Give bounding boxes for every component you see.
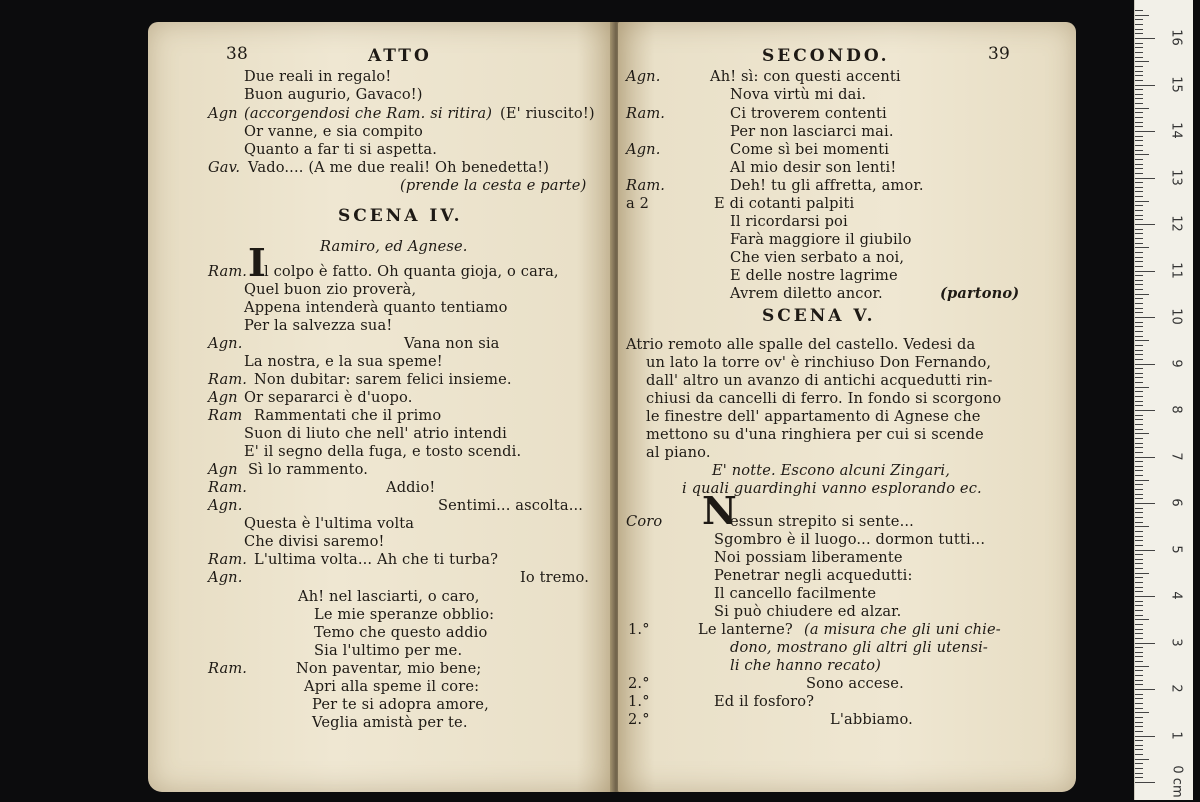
text-line: Che vien serbato a noi, bbox=[730, 249, 905, 266]
ruler-tick bbox=[1135, 698, 1143, 699]
ruler-label: 14 bbox=[1168, 122, 1184, 139]
ruler-tick bbox=[1135, 275, 1143, 276]
text-line: Che divisi saremo! bbox=[244, 533, 385, 550]
speaker: 2.° bbox=[628, 675, 650, 692]
text-line: Penetrar negli acquedutti: bbox=[714, 567, 913, 584]
ruler-tick bbox=[1135, 475, 1143, 476]
text-line: Le mie speranze obblio: bbox=[314, 606, 495, 623]
speaker: Ram. bbox=[208, 551, 248, 568]
ruler-tick bbox=[1135, 182, 1143, 183]
ruler-tick bbox=[1135, 52, 1143, 53]
ruler-tick bbox=[1135, 331, 1143, 332]
ruler-tick bbox=[1135, 312, 1143, 313]
ruler-tick bbox=[1135, 103, 1143, 104]
ruler-tick bbox=[1135, 24, 1143, 25]
ruler-tick bbox=[1135, 517, 1143, 518]
ruler-tick bbox=[1135, 164, 1143, 165]
ruler-tick bbox=[1135, 768, 1143, 769]
ruler-label: 5 bbox=[1168, 544, 1184, 554]
ruler-tick bbox=[1135, 457, 1155, 458]
ruler-tick bbox=[1135, 447, 1143, 448]
ruler-tick bbox=[1135, 554, 1143, 555]
stage-direction: li che hanno recato) bbox=[730, 657, 881, 674]
speaker: Agn. bbox=[626, 141, 661, 158]
speaker: Agn. bbox=[626, 68, 661, 85]
ruler-tick bbox=[1135, 745, 1143, 746]
ruler-tick bbox=[1135, 540, 1143, 541]
ruler-label: 12 bbox=[1168, 215, 1184, 232]
ruler-tick bbox=[1135, 336, 1143, 337]
ruler-tick bbox=[1135, 694, 1143, 695]
ruler-tick bbox=[1135, 368, 1143, 369]
scene-description-line: dall' altro un avanzo di antichi acquedutti rin- bbox=[646, 372, 993, 389]
ruler-label: 13 bbox=[1168, 168, 1184, 186]
ruler-tick bbox=[1135, 419, 1143, 420]
ruler-tick bbox=[1135, 47, 1143, 48]
ruler-tick bbox=[1135, 424, 1143, 425]
ruler-tick bbox=[1135, 294, 1149, 295]
text-line: Il ricordarsi poi bbox=[730, 213, 848, 230]
ruler-tick bbox=[1135, 210, 1143, 211]
text-line: Noi possiam liberamente bbox=[714, 549, 903, 566]
stage-direction: E' notte. Escono alcuni Zingari, bbox=[712, 462, 951, 479]
scene-description-line: al piano. bbox=[646, 444, 711, 461]
text-line: Addio! bbox=[386, 479, 436, 496]
ruler-tick bbox=[1135, 452, 1143, 453]
ruler-label: 6 bbox=[1168, 498, 1184, 507]
ruler-tick bbox=[1135, 759, 1149, 760]
ruler-tick bbox=[1135, 489, 1143, 490]
ruler-tick bbox=[1135, 550, 1155, 551]
ruler-tick bbox=[1135, 298, 1143, 299]
ruler-tick bbox=[1135, 443, 1143, 444]
ruler-tick bbox=[1135, 415, 1143, 416]
ruler-tick bbox=[1135, 749, 1143, 750]
scene-heading: SCENA V. bbox=[762, 306, 876, 326]
ruler-tick bbox=[1135, 763, 1143, 764]
open-book bbox=[148, 22, 1076, 792]
ruler-tick bbox=[1135, 638, 1143, 639]
text-line: Le lanterne? bbox=[698, 621, 793, 638]
speaker: Agn bbox=[208, 105, 238, 122]
text-line: Non dubitar: sarem felici insieme. bbox=[254, 371, 512, 388]
ruler-tick bbox=[1135, 229, 1143, 230]
ruler-tick bbox=[1135, 498, 1143, 499]
ruler-tick bbox=[1135, 19, 1143, 20]
ruler-tick bbox=[1135, 670, 1143, 671]
text-line: Non paventar, mio bene; bbox=[296, 660, 482, 677]
ruler-tick bbox=[1135, 271, 1155, 272]
ruler-tick bbox=[1135, 191, 1143, 192]
ruler-label: 11 bbox=[1168, 261, 1184, 279]
ruler-tick bbox=[1135, 680, 1143, 681]
text-line: Per non lasciarci mai. bbox=[730, 123, 894, 140]
ruler-tick bbox=[1135, 131, 1155, 132]
ruler-tick bbox=[1135, 531, 1143, 532]
stage-direction: i quali guardinghi vanno esplorando ec. bbox=[682, 480, 982, 497]
ruler-tick bbox=[1135, 396, 1143, 397]
ruler-tick bbox=[1135, 387, 1149, 388]
ruler-tick bbox=[1135, 140, 1143, 141]
ruler-tick bbox=[1135, 629, 1143, 630]
ruler-tick bbox=[1135, 38, 1155, 39]
text-line: Suon di liuto che nell' atrio intendi bbox=[244, 425, 507, 442]
ruler-tick bbox=[1135, 289, 1143, 290]
ruler-tick bbox=[1135, 168, 1143, 169]
text-line: Or vanne, e sia compito bbox=[244, 123, 423, 140]
ruler-tick bbox=[1135, 150, 1143, 151]
speaker: Ram. bbox=[626, 177, 666, 194]
speaker: Agn bbox=[208, 461, 238, 478]
ruler-label: 9 bbox=[1168, 358, 1184, 368]
scene-heading: SCENA IV. bbox=[338, 206, 463, 226]
ruler-tick bbox=[1135, 652, 1143, 653]
stage-direction: (a misura che gli uni chie- bbox=[804, 621, 1001, 638]
text-line: Quel buon zio proverà, bbox=[244, 281, 417, 298]
ruler-tick bbox=[1135, 66, 1143, 67]
text-line: Veglia amistà per te. bbox=[312, 714, 468, 731]
ruler-tick bbox=[1135, 201, 1149, 202]
ruler-tick bbox=[1135, 173, 1143, 174]
ruler-tick bbox=[1135, 326, 1143, 327]
scene-description-line: mettono su d'una ringhiera per cui si scende bbox=[646, 426, 984, 443]
text-line: Farà maggiore il giubilo bbox=[730, 231, 912, 248]
text-line: Rammentati che il primo bbox=[254, 407, 442, 424]
ruler-tick bbox=[1135, 364, 1155, 365]
ruler-tick bbox=[1135, 126, 1143, 127]
speaker: Gav. bbox=[208, 159, 241, 176]
text-line: Nova virtù mi dai. bbox=[730, 86, 867, 103]
ruler-tick bbox=[1135, 526, 1149, 527]
text-line: E delle nostre lagrime bbox=[730, 267, 898, 284]
ruler-tick bbox=[1135, 438, 1143, 439]
text-line: essun strepito si sente... bbox=[730, 513, 914, 530]
speaker: Agn bbox=[208, 389, 238, 406]
ruler-tick bbox=[1135, 377, 1143, 378]
text-line: Temo che questo addio bbox=[314, 624, 488, 641]
ruler-tick bbox=[1135, 522, 1143, 523]
ruler-tick bbox=[1135, 708, 1143, 709]
speaker: 2.° bbox=[628, 711, 650, 728]
speaker: Ram. bbox=[626, 105, 666, 122]
ruler-tick bbox=[1135, 187, 1143, 188]
ruler-tick bbox=[1135, 233, 1143, 234]
ruler-tick bbox=[1135, 75, 1143, 76]
ruler-tick bbox=[1135, 112, 1143, 113]
ruler-tick bbox=[1135, 145, 1143, 146]
scene-description-line: le finestre dell' appartamento di Agnese che bbox=[646, 408, 981, 425]
ruler-tick bbox=[1135, 373, 1143, 374]
page-number: 39 bbox=[988, 44, 1010, 64]
ruler-tick bbox=[1135, 643, 1155, 644]
ruler-label: 3 bbox=[1168, 637, 1184, 647]
speaker: 1.° bbox=[628, 693, 650, 710]
ruler-tick bbox=[1135, 410, 1155, 411]
text-line: Il cancello facilmente bbox=[714, 585, 877, 602]
ruler-tick bbox=[1135, 605, 1143, 606]
ruler-tick bbox=[1135, 559, 1143, 560]
text-line: l colpo è fatto. Oh quanta gioja, o cara, bbox=[264, 263, 559, 280]
ruler-tick bbox=[1135, 243, 1143, 244]
ruler-tick bbox=[1135, 122, 1143, 123]
text-line: Al mio desir son lenti! bbox=[730, 159, 897, 176]
ruler-label: 4 bbox=[1168, 591, 1184, 600]
stage-direction: (accorgendosi che Ram. si ritira) bbox=[244, 105, 493, 122]
ruler-tick bbox=[1135, 717, 1143, 718]
ruler-tick bbox=[1135, 322, 1143, 323]
ruler-tick bbox=[1135, 80, 1143, 81]
ruler-tick bbox=[1135, 71, 1143, 72]
ruler-tick bbox=[1135, 675, 1143, 676]
ruler-tick bbox=[1135, 480, 1149, 481]
ruler-tick bbox=[1135, 433, 1149, 434]
text-line: Buon augurio, Gavaco!) bbox=[244, 86, 423, 103]
ruler-tick bbox=[1135, 647, 1143, 648]
speaker: Agn. bbox=[208, 335, 243, 352]
text-line: E di cotanti palpiti bbox=[714, 195, 855, 212]
text-line: Apri alla speme il core: bbox=[304, 678, 480, 695]
ruler-tick bbox=[1135, 345, 1143, 346]
measuring-ruler bbox=[1134, 0, 1193, 800]
ruler-tick bbox=[1135, 284, 1143, 285]
ruler-tick bbox=[1135, 536, 1143, 537]
ruler-tick bbox=[1135, 178, 1155, 179]
speaker: Ram. bbox=[208, 479, 248, 496]
ruler-tick bbox=[1135, 238, 1143, 239]
ruler-tick bbox=[1135, 508, 1143, 509]
ruler-label: 1 bbox=[1168, 730, 1184, 740]
ruler-label: 2 bbox=[1168, 684, 1184, 693]
ruler-tick bbox=[1135, 224, 1155, 225]
ruler-tick bbox=[1135, 354, 1143, 355]
text-line: Per te si adopra amore, bbox=[312, 696, 489, 713]
ruler-tick bbox=[1135, 661, 1143, 662]
ruler-tick bbox=[1135, 615, 1143, 616]
ruler-tick bbox=[1135, 350, 1143, 351]
ruler-tick bbox=[1135, 317, 1155, 318]
stage-direction: (partono) bbox=[940, 285, 1020, 302]
speaker: Agn. bbox=[208, 569, 243, 586]
ruler-tick bbox=[1135, 405, 1143, 406]
ruler-tick bbox=[1135, 573, 1149, 574]
ruler-tick bbox=[1135, 726, 1143, 727]
ruler-tick bbox=[1135, 215, 1143, 216]
ruler-tick bbox=[1135, 108, 1149, 109]
ruler-tick bbox=[1135, 261, 1143, 262]
ruler-tick bbox=[1135, 684, 1143, 685]
ruler-tick bbox=[1135, 159, 1143, 160]
ruler-tick bbox=[1135, 610, 1143, 611]
ruler-tick bbox=[1135, 154, 1149, 155]
ruler-tick bbox=[1135, 117, 1143, 118]
ruler-tick bbox=[1135, 257, 1143, 258]
text-line: Quanto a far ti si aspetta. bbox=[244, 141, 438, 158]
left-page bbox=[148, 22, 614, 792]
text-line: (E' riuscito!) bbox=[500, 105, 595, 122]
ruler-tick bbox=[1135, 136, 1143, 137]
scene-description-line: un lato la torre ov' è rinchiuso Don Fernando, bbox=[646, 354, 992, 371]
ruler-tick bbox=[1135, 494, 1143, 495]
ruler-tick bbox=[1135, 731, 1143, 732]
ruler-tick bbox=[1135, 703, 1143, 704]
ruler-tick bbox=[1135, 666, 1149, 667]
ruler-tick bbox=[1135, 33, 1143, 34]
ruler-tick bbox=[1135, 740, 1143, 741]
ruler-tick bbox=[1135, 308, 1143, 309]
ruler-label: 15 bbox=[1168, 75, 1184, 93]
ruler-tick bbox=[1135, 773, 1143, 774]
ruler-tick bbox=[1135, 359, 1143, 360]
ruler-tick bbox=[1135, 391, 1143, 392]
text-line: Ah! sì: con questi accenti bbox=[710, 68, 901, 85]
ruler-tick bbox=[1135, 280, 1143, 281]
drop-cap: I bbox=[248, 240, 266, 285]
ruler-tick bbox=[1135, 596, 1155, 597]
ruler-label: 16 bbox=[1168, 29, 1184, 46]
ruler-tick bbox=[1135, 736, 1155, 737]
ruler-tick bbox=[1135, 577, 1143, 578]
stage-direction: dono, mostrano gli altri gli utensi- bbox=[730, 639, 989, 656]
ruler-tick bbox=[1135, 94, 1143, 95]
speaker: a 2 bbox=[626, 195, 650, 212]
ruler-tick bbox=[1135, 340, 1149, 341]
ruler-tick bbox=[1135, 503, 1155, 504]
ruler-tick bbox=[1135, 689, 1155, 690]
text-line: Ci troverem contenti bbox=[730, 105, 887, 122]
speaker: Ram. bbox=[208, 263, 248, 280]
right-page bbox=[618, 22, 1076, 792]
text-line: Ed il fosforo? bbox=[714, 693, 815, 710]
text-line: Vana non sia bbox=[404, 335, 500, 352]
text-line: Sgombro è il luogo... dormon tutti... bbox=[714, 531, 986, 548]
ruler-tick bbox=[1135, 624, 1143, 625]
text-line: Questa è l'ultima volta bbox=[244, 515, 415, 532]
speaker: Agn. bbox=[208, 497, 243, 514]
text-line: Avrem diletto ancor. bbox=[730, 285, 883, 302]
ruler-tick bbox=[1135, 563, 1143, 564]
scene-description-line: Atrio remoto alle spalle del castello. Vedesi da bbox=[626, 336, 976, 353]
ruler-tick bbox=[1135, 712, 1149, 713]
ruler-tick bbox=[1135, 43, 1143, 44]
ruler-tick bbox=[1135, 591, 1143, 592]
text-line: Deh! tu gli affretta, amor. bbox=[730, 177, 924, 194]
ruler-tick bbox=[1135, 466, 1143, 467]
speaker: Ram. bbox=[208, 371, 248, 388]
ruler-tick bbox=[1135, 10, 1143, 11]
ruler-tick bbox=[1135, 57, 1143, 58]
text-line: La nostra, e la sua speme! bbox=[244, 353, 443, 370]
ruler-tick bbox=[1135, 219, 1143, 220]
ruler-label: 10 bbox=[1168, 308, 1184, 325]
ruler-tick bbox=[1135, 247, 1149, 248]
ruler-tick bbox=[1135, 619, 1149, 620]
text-line: Per la salvezza sua! bbox=[244, 317, 393, 334]
stage-direction: (prende la cesta e parte) bbox=[400, 177, 587, 194]
text-line: Sì lo rammento. bbox=[248, 461, 369, 478]
ruler-tick bbox=[1135, 196, 1143, 197]
ruler-tick bbox=[1135, 484, 1143, 485]
ruler-tick bbox=[1135, 382, 1143, 383]
text-line: Vado.... (A me due reali! Oh benedetta!) bbox=[248, 159, 550, 176]
ruler-tick bbox=[1135, 85, 1155, 86]
scene-description-line: chiusi da cancelli di ferro. In fondo si scorgono bbox=[646, 390, 1002, 407]
ruler-label: 8 bbox=[1168, 405, 1184, 414]
ruler-tick bbox=[1135, 89, 1143, 90]
ruler-tick bbox=[1135, 470, 1143, 471]
text-line: L'abbiamo. bbox=[830, 711, 913, 728]
ruler-tick bbox=[1135, 512, 1143, 513]
drop-cap: N bbox=[702, 488, 737, 533]
ruler-tick bbox=[1135, 545, 1143, 546]
text-line: Io tremo. bbox=[520, 569, 590, 586]
ruler-label: 0 cm bbox=[1169, 765, 1185, 798]
ruler-tick bbox=[1135, 587, 1143, 588]
speaker: Ram bbox=[208, 407, 243, 424]
text-line: Come sì bei momenti bbox=[730, 141, 890, 158]
ruler-tick bbox=[1135, 782, 1155, 783]
ruler-tick bbox=[1135, 656, 1143, 657]
ruler-tick bbox=[1135, 777, 1143, 778]
text-line: Due reali in regalo! bbox=[244, 68, 392, 85]
text-line: Sono accese. bbox=[806, 675, 904, 692]
ruler-tick bbox=[1135, 29, 1143, 30]
ruler-tick bbox=[1135, 429, 1143, 430]
speaker: 1.° bbox=[628, 621, 650, 638]
text-line: Appena intenderà quanto tentiamo bbox=[244, 299, 508, 316]
ruler-tick bbox=[1135, 633, 1143, 634]
ruler-tick bbox=[1135, 461, 1143, 462]
speaker: Coro bbox=[626, 513, 663, 530]
ruler-tick bbox=[1135, 303, 1143, 304]
ruler-tick bbox=[1135, 722, 1143, 723]
ruler-tick bbox=[1135, 15, 1149, 16]
ruler-tick bbox=[1135, 601, 1143, 602]
ruler-tick bbox=[1135, 266, 1143, 267]
ruler-label: 7 bbox=[1168, 451, 1184, 461]
text-line: L'ultima volta... Ah che ti turba? bbox=[254, 551, 499, 568]
ruler-tick bbox=[1135, 582, 1143, 583]
running-header: SECONDO. bbox=[762, 46, 890, 66]
text-line: E' il segno della fuga, e tosto scendi. bbox=[244, 443, 522, 460]
text-line: Sia l'ultimo per me. bbox=[314, 642, 463, 659]
ruler-tick bbox=[1135, 401, 1143, 402]
speaker: Ram. bbox=[208, 660, 248, 677]
ruler-tick bbox=[1135, 98, 1143, 99]
ruler-tick bbox=[1135, 754, 1143, 755]
characters-line: Ramiro, ed Agnese. bbox=[320, 238, 468, 255]
text-line: Or separarci è d'uopo. bbox=[244, 389, 413, 406]
ruler-tick bbox=[1135, 205, 1143, 206]
ruler-tick bbox=[1135, 61, 1149, 62]
ruler-tick bbox=[1135, 252, 1143, 253]
text-line: Ah! nel lasciarti, o caro, bbox=[298, 588, 480, 605]
page-number: 38 bbox=[226, 44, 248, 64]
ruler-tick bbox=[1135, 568, 1143, 569]
text-line: Sentimi... ascolta... bbox=[438, 497, 584, 514]
running-header: ATTO bbox=[368, 46, 432, 66]
text-line: Si può chiudere ed alzar. bbox=[714, 603, 902, 620]
